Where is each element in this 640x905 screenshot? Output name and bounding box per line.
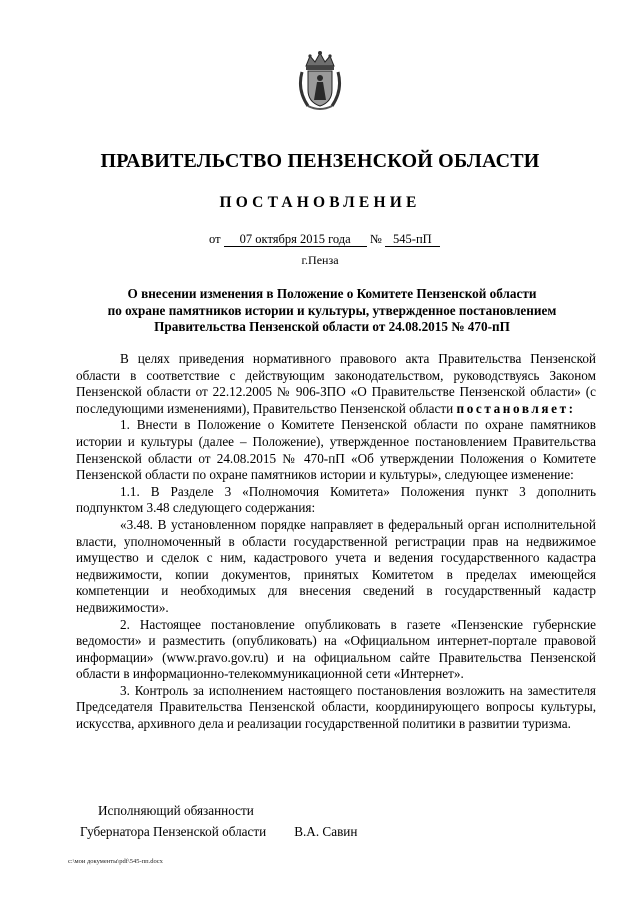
paragraph-2: 2. Настоящее постановление опубликовать в газете «Пензенские губернские ведомости» и разместить (опубликовать) на «Официальном интернет-портале правовой информации» (www.pravo.gov.ru) и на официальном сайте Правительства Пензенской области в информационно-телекоммуникационной сети «Интернет». [76,616,596,682]
signature-line [80,821,357,842]
intro-text: В целях приведения нормативного правового акта Правительства Пензенской области в соответствие с действующим законодательством, руководствуясь Законом Пензенской области от 22.12.2005 № 906-ЗПО «О Правительстве Пензенской области» (с последующими изменениями), Правительство Пензенской области [76,351,596,416]
document-number: 545-пП [385,232,440,247]
coat-of-arms-emblem [296,50,344,112]
signatory-name: В.А. Савин [294,824,358,839]
heading-line: по охране памятников истории и культуры, утвержденное постановлением [107,302,557,318]
city: г.Пенза [301,253,339,267]
heading-line: О внесении изменения в Положение о Комитете Пензенской области [127,286,537,301]
organization-title: ПРАВИТЕЛЬСТВО ПЕНЗЕНСКОЙ ОБЛАСТИ [100,150,540,172]
number-prefix: № [369,232,382,246]
file-path-footer: c:\мои документы\pdf\545-пп.docx [68,858,163,865]
document-body [76,351,596,733]
paragraph-1-1: 1.1. В Разделе 3 «Полномочия Комитета» Положения пункт 3 дополнить подпунктом 3.48 следующего содержания: [76,483,596,516]
heading-line: Правительства Пензенской области от 24.08.2015 № 470-пП [154,319,510,334]
signature-position: Исполняющий обязанности [98,803,254,818]
paragraph-1: 1. Внести в Положение о Комитете Пензенской области по охране памятников истории и культуры (далее – Положение), утвержденное постановлением Правительства Пензенской области от 24.08.2015 № 470-пП «Об утверждении Положения о Комитете Пензенской области по охране памятников истории и культуры», следующее изменение: [76,417,596,483]
paragraph-3: 3. Контроль за исполнением настоящего постановления возложить на заместителя Председателя Правительства Пензенской области, координирующего вопросы культуры, искусства, архивного дела и реализации государственной политики в развитии туризма. [76,682,596,732]
paragraph-3-48: «3.48. В установленном порядке направляет в федеральный орган исполнительной власти, уполномоченный в области государственной регистрации прав на недвижимое имущество и сделок с ним, кадастрового учета и ведения государственного кадастра недвижимости, копии документов, принятых Комитетом в пределах имеющейся компетенции и необходимых для внесения сведений в государственный кадастр недвижимости». [76,516,596,615]
intro-paragraph [76,351,596,417]
signature-block [80,800,357,842]
resolves-word: постановляет: [456,400,576,416]
document-type-title: ПОСТАНОВЛЕНИЕ [219,194,421,211]
date-number-line [209,232,440,247]
document-date: 07 октября 2015 года [224,232,367,247]
document-heading [82,286,582,336]
signature-title: Губернатора Пензенской области [80,824,267,839]
date-prefix: от [209,232,221,246]
